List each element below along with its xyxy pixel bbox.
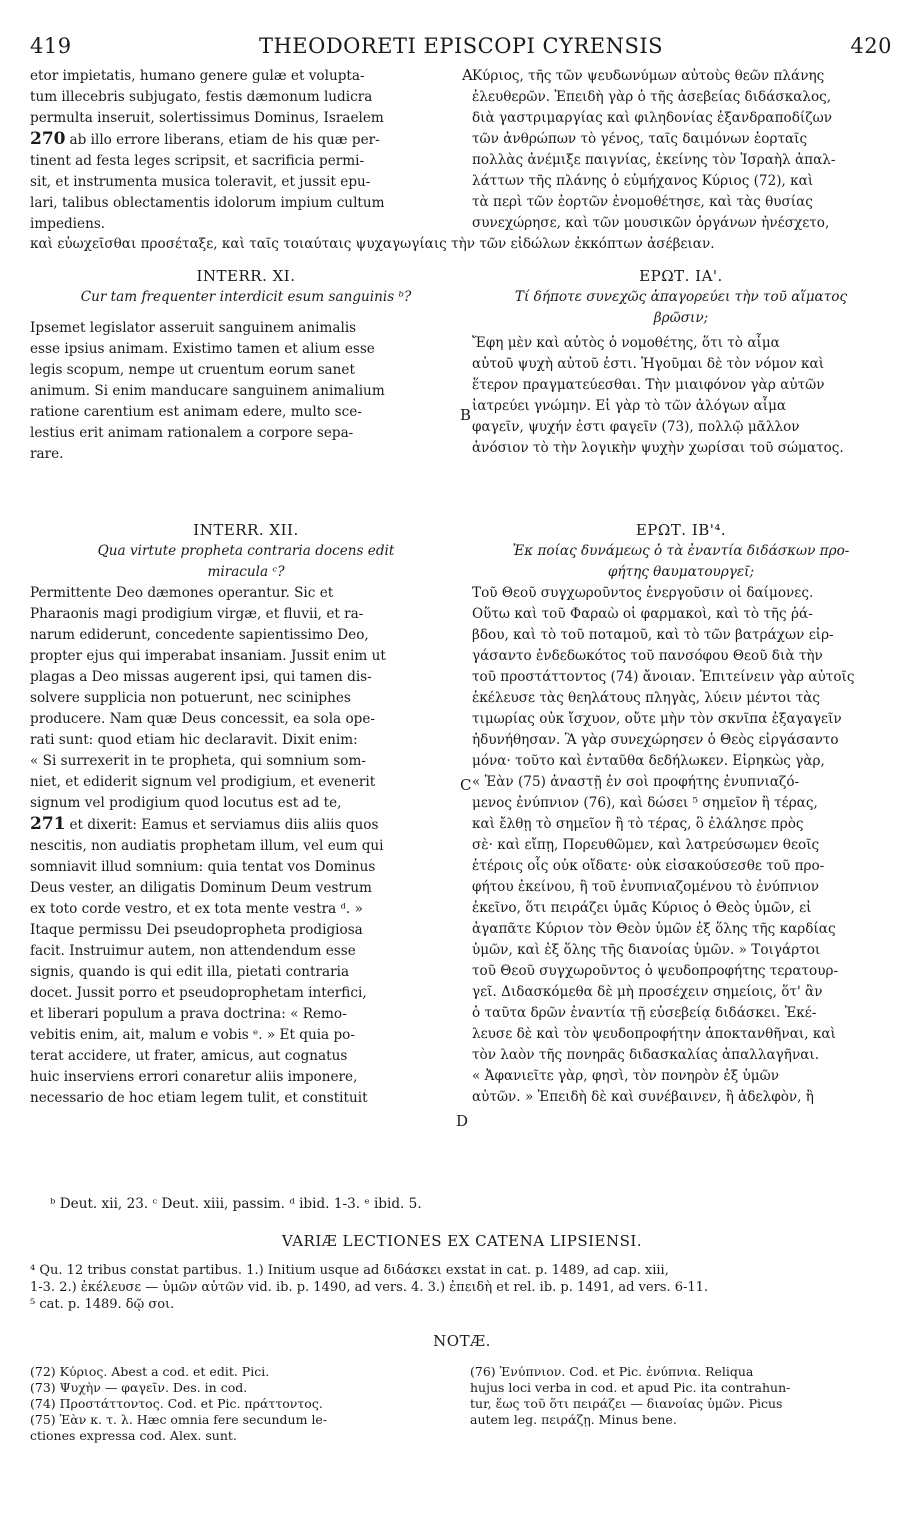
- greek-line: αὐτοῦ ψυχὴ αὐτοῦ ἐστι. Ἡγοῦμαι δὲ τὸν νόμον καὶ: [472, 356, 825, 372]
- latin-question-12: [30, 520, 462, 1109]
- latin-line: solvere supplicia non potuerunt, nec sciniphes: [30, 690, 351, 706]
- greek-line: « Ἐὰν (75) ἀναστῇ ἐν σοὶ προφήτης ἐνυπνιαζό-: [472, 774, 800, 790]
- latin-line: [30, 814, 462, 836]
- greek-line: Ἔφη μὲν καὶ αὐτὸς ὁ νομοθέτης, ὅτι τὸ αἷμα: [472, 335, 780, 351]
- variae-heading: VARIÆ LECTIONES EX CATENA LIPSIENSI.: [281, 1232, 643, 1250]
- notae-heading: NOTÆ.: [433, 1332, 491, 1350]
- greek-line: Οὕτω καὶ τοῦ Φαραὼ οἱ φαρμακοὶ, καὶ τὸ τῆς ῥά-: [472, 606, 813, 622]
- note-line: (76) Ἐνύπνιον. Cod. et Pic. ἐνύπνια. Reliqua: [470, 1364, 754, 1379]
- greek-line: ὑμῶν, καὶ ἐξ ὅλης τῆς διανοίας ὑμῶν. » Τοιγάρτοι: [472, 942, 821, 958]
- greek-line: διὰ γαστριμαργίας καὶ φιληδονίας ἐξανδραποδίζων: [472, 110, 832, 126]
- greek-line: Τοῦ Θεοῦ συγχωροῦντος ἐνεργοῦσιν οἱ δαίμονες.: [472, 585, 814, 601]
- greek-question-11: [472, 266, 890, 459]
- greek-line: μενος ἐνύπνιον (76), καὶ δώσει ⁵ σημεῖον ἢ τέρας,: [472, 795, 818, 811]
- greek-line: τῶν ἀνθρώπων τὸ γένος, ταῖς δαιμόνων ἑορταῖς: [472, 131, 808, 147]
- question-title: Qua virtute propheta contraria docens edit: [97, 543, 395, 559]
- greek-line: καὶ ἔλθῃ τὸ σημεῖον ἢ τὸ τέρας, ὃ ἐλάλησε πρὸς: [472, 816, 804, 832]
- greek-full-width-line: καὶ εὐωχεῖσθαι προσέταξε, καὶ ταῖς τοιαύταις ψυχαγωγίαις τὴν τῶν εἰδώλων ἐκκόπτων ἀσέβειαν.: [30, 236, 715, 252]
- latin-line: ex toto corde vestro, et ex tota mente vestra ᵈ. »: [30, 901, 363, 917]
- greek-line: ἀγαπᾶτε Κύριον τὸν Θεὸν ὑμῶν ἐξ ὅλης τῆς καρδίας: [472, 921, 836, 937]
- greek-line: αὐτῶν. » Ἐπειδὴ δὲ καὶ συνέβαινεν, ἢ ἀδελφὸν, ἢ: [472, 1089, 814, 1105]
- notae-right: [470, 1364, 892, 1428]
- greek-line: ἐκέλευσε τὰς θεηλάτους πληγὰς, λύειν μέντοι τὰς: [472, 690, 821, 706]
- latin-line-text: et dixerit: Eamus et serviamus diis aliis quos: [69, 817, 379, 833]
- latin-line: legis scopum, nempe ut cruentum eorum sanet: [30, 362, 355, 378]
- latin-line: Itaque permissu Dei pseudopropheta prodigiosa: [30, 922, 363, 938]
- latin-line: animum. Si enim manducare sanguinem animalium: [30, 383, 385, 399]
- page-number-right: 420: [850, 34, 892, 58]
- note-line: tur, ἕως τοῦ ὅτι πειράζει — διανοίας ὑμῶν. Picus: [470, 1396, 783, 1411]
- latin-line: necessario de hoc etiam legem tulit, et constituit: [30, 1090, 368, 1106]
- greek-line: ἰατρεύει γνώμην. Εἰ γὰρ τὸ τῶν ἀλόγων αἷμα: [472, 398, 787, 414]
- latin-line: signum vel prodigium quod locutus est ad te,: [30, 795, 342, 811]
- latin-line: « Si surrexerit in te propheta, qui somnium som-: [30, 753, 366, 769]
- latin-line: terat accidere, ut frater, amicus, aut cognatus: [30, 1048, 348, 1064]
- margin-letter-d: D: [456, 1112, 469, 1130]
- latin-line: et liberari populum a prava doctrina: « Remo-: [30, 1006, 347, 1022]
- greek-line: τιμωρίας οὐκ ἴσχυον, οὔτε μὴν τὸν σκνῖπα ἐξαγαγεῖν: [472, 711, 842, 727]
- latin-line: Deus vester, an diligatis Dominum Deum vestrum: [30, 880, 372, 896]
- running-title: THEODORETI EPISCOPI CYRENSIS: [258, 34, 664, 58]
- variant-line: 1-3. 2.) ἐκέλευσε — ὑμῶν αὐτῶν vid. ib. p. 1490, ad vers. 4. 3.) ἐπειδὴ et rel. ib. p. 1491, ad vers. 6-11.: [30, 1280, 709, 1295]
- latin-line: Pharaonis magi prodigium virgæ, et fluvii, et ra-: [30, 606, 364, 622]
- latin-line: Ipsemet legislator asseruit sanguinem animalis: [30, 320, 357, 336]
- page-marker: 270: [30, 129, 66, 149]
- page-marker: 271: [30, 814, 66, 834]
- greek-line: τὰ περὶ τῶν ἑορτῶν ἐνομοθέτησε, καὶ τὰς θυσίας: [472, 194, 813, 210]
- greek-line: μόνα· τοῦτο καὶ ἐνταῦθα δεδήλωκεν. Εἰρηκὼς γὰρ,: [472, 753, 825, 769]
- latin-line: plagas a Deo missas augerent ipsi, qui tamen dis-: [30, 669, 372, 685]
- greek-line: πολλὰς ἀνέμιξε παιγνίας, ἐκείνης τὸν Ἰσραὴλ ἀπαλ-: [472, 152, 836, 168]
- greek-line: ἐκεῖνο, ὅτι πειράζει ὑμᾶς Κύριος ὁ Θεὸς ὑμῶν, εἰ: [472, 900, 812, 916]
- greek-line: φαγεῖν, ψυχήν ἐστι φαγεῖν (73), πολλῷ μᾶλλον: [472, 419, 800, 435]
- greek-line: ἀνόσιον τὸ τὴν λογικὴν ψυχὴν χωρίσαι τοῦ σώματος.: [472, 440, 844, 456]
- latin-line: huic inserviens errori conaretur aliis imponere,: [30, 1069, 358, 1085]
- note-line: (74) Προστάττοντος. Cod. et Pic. πράττοντος.: [30, 1396, 323, 1411]
- latin-line: niet, et ediderit signum vel prodigium, et evenerit: [30, 774, 376, 790]
- note-line: ctiones expressa cod. Alex. sunt.: [30, 1428, 237, 1443]
- latin-line: propter ejus qui imperabat insaniam. Jussit enim ut: [30, 648, 386, 664]
- running-header: [30, 34, 892, 64]
- margin-letter-a: A: [462, 66, 473, 84]
- question-title: Ἐκ ποίας δυνάμεως ὁ τὰ ἐναντία διδάσκων προ-: [512, 543, 850, 559]
- latin-line: signis, quando is qui edit illa, pietati contraria: [30, 964, 350, 980]
- greek-line: γάσαντο ἐνδεδωκότος τοῦ πανσόφου Θεοῦ διὰ τὴν: [472, 648, 823, 664]
- greek-line: συνεχώρησε, καὶ τῶν μουσικῶν ὀργάνων ἠνέσχετο,: [472, 215, 830, 231]
- question-title: Τί δήποτε συνεχῶς ἀπαγορεύει τὴν τοῦ αἵματος: [514, 289, 848, 305]
- note-line: hujus loci verba in cod. et apud Pic. ita contrahun-: [470, 1380, 791, 1395]
- latin-line: rati sunt: quod etiam hic declaravit. Dixit enim:: [30, 732, 358, 748]
- greek-line: Κύριος, τῆς τῶν ψευδωνύμων αὐτοὺς θεῶν πλάνης: [472, 68, 825, 84]
- latin-line: docet. Jussit porro et pseudoprophetam interfici,: [30, 985, 367, 1001]
- latin-line: esse ipsius animam. Existimo tamen et alium esse: [30, 341, 375, 357]
- latin-line: permulta inseruit, solertissimus Dominus, Israelem: [30, 110, 384, 126]
- latin-line-text: ab illo errore liberans, etiam de his quæ per-: [69, 132, 380, 148]
- question-title: βρῶσιν;: [653, 310, 709, 326]
- margin-letter-c: C: [460, 776, 472, 794]
- greek-line: « Ἀφανιεῖτε γὰρ, φησὶ, τὸν πονηρὸν ἐξ ὑμῶν: [472, 1068, 779, 1084]
- greek-line: φήτου ἐκείνου, ἢ τοῦ ἐνυπνιαζομένου τὸ ἐνύπνιον: [472, 879, 820, 895]
- greek-line: ἑτέροις οἷς οὐκ οἴδατε· οὐκ εἰσακούσεσθε τοῦ προ-: [472, 858, 825, 874]
- latin-line: lestius erit animam rationalem a corpore sepa-: [30, 425, 354, 441]
- latin-line: Permittente Deo dæmones operantur. Sic et: [30, 585, 334, 601]
- latin-line: sit, et instrumenta musica toleravit, et jussit epu-: [30, 174, 371, 190]
- question-heading: INTERR. XI.: [196, 267, 296, 285]
- question-heading: ΕΡΩΤ. ΙΒ'⁴.: [635, 521, 727, 539]
- greek-line: ἠδυνήθησαν. Ἃ γὰρ συνεχώρησεν ὁ Θεὸς εἰργάσαντο: [472, 732, 839, 748]
- greek-line: λευσε δὲ καὶ τὸν ψευδοπροφήτην ἀποκτανθῆναι, καὶ: [472, 1026, 836, 1042]
- latin-line: somniavit illud somnium: quia tentat vos Dominus: [30, 859, 376, 875]
- latin-line: narum ediderunt, concedente sapientissimo Deo,: [30, 627, 369, 643]
- greek-line: τὸν λαὸν τῆς πονηρᾶς διδασκαλίας ἀπαλλαγῆναι.: [472, 1047, 820, 1063]
- latin-line: producere. Nam quæ Deus concessit, ea sola ope-: [30, 711, 375, 727]
- greek-line: ὁ ταῦτα δρῶν ἐναντία τῇ εὐσεβείᾳ διδάσκει. Ἐκέ-: [472, 1005, 817, 1021]
- variant-line: ⁵ cat. p. 1489. δῷ σοι.: [30, 1297, 175, 1312]
- latin-line: [30, 129, 462, 151]
- note-line: (73) Ψυχὴν — φαγεῖν. Des. in cod.: [30, 1380, 248, 1395]
- latin-line: vebitis enim, ait, malum e vobis ᵉ. » Et quia po-: [30, 1027, 355, 1043]
- latin-line: etor impietatis, humano genere gulæ et volupta-: [30, 68, 365, 84]
- greek-line: βδου, καὶ τὸ τοῦ ποταμοῦ, καὶ τὸ τῶν βατράχων εἰρ-: [472, 627, 834, 643]
- note-line: autem leg. πειράζῃ. Minus bene.: [470, 1412, 677, 1427]
- greek-line: σὲ· καὶ εἴπῃ, Πορευθῶμεν, καὶ λατρεύσωμεν θεοῖς: [472, 837, 820, 853]
- variant-line: ⁴ Qu. 12 tribus constat partibus. 1.) Initium usque ad διδάσκει exstat in cat. p. 1489, ad cap. xiii,: [30, 1263, 669, 1278]
- page-number-left: 419: [30, 34, 72, 58]
- greek-line: τοῦ Θεοῦ συγχωροῦντος ὁ ψευδοπροφήτης τερατουρ-: [472, 963, 839, 979]
- note-line: (72) Κύριος. Abest a cod. et edit. Pici.: [30, 1364, 270, 1379]
- greek-line: γεῖ. Διδασκόμεθα δὲ μὴ προσέχειν σημείοις, ὅτ' ἂν: [472, 984, 823, 1000]
- latin-line: nescitis, non audiatis prophetam illum, vel eum qui: [30, 838, 384, 854]
- notae-left: [30, 1364, 450, 1444]
- question-title: miracula ᶜ?: [207, 564, 285, 580]
- greek-line: τοῦ προστάττοντος (74) ἄνοιαν. Ἐπιτείνειν γὰρ αὐτοῖς: [472, 669, 855, 685]
- latin-line: ratione carentium est animam edere, multo sce-: [30, 404, 362, 420]
- latin-line: tum illecebris subjugato, festis dæmonum ludicra: [30, 89, 373, 105]
- latin-question-11: [30, 266, 462, 465]
- greek-question-12: [472, 520, 890, 1108]
- latin-line: impediens.: [30, 216, 106, 232]
- note-line: (75) Ἐὰν κ. τ. λ. Hæc omnia fere secundum le-: [30, 1412, 328, 1427]
- margin-letter-b: B: [460, 406, 472, 424]
- question-heading: ΕΡΩΤ. ΙΑ'.: [639, 267, 723, 285]
- footnotes: ᵇ Deut. xii, 23. ᶜ Deut. xiii, passim. ᵈ ibid. 1-3. ᵉ ibid. 5.: [50, 1196, 422, 1212]
- greek-line: ἕτερον πραγματεύεσθαι. Τὴν μιαιφόνον γὰρ αὐτῶν: [472, 377, 825, 393]
- latin-line: tinent ad festa leges scripsit, et sacrificia permi-: [30, 153, 365, 169]
- variae-lectiones: [30, 1262, 892, 1313]
- latin-line: rare.: [30, 446, 64, 462]
- latin-line: lari, talibus oblectamentis idolorum impium cultum: [30, 195, 385, 211]
- latin-line: facit. Instruimur autem, non attendendum esse: [30, 943, 356, 959]
- question-title: Cur tam frequenter interdicit esum sanguinis ᵇ?: [80, 289, 412, 305]
- greek-line: ἐλευθερῶν. Ἐπειδὴ γὰρ ὁ τῆς ἀσεβείας διδάσκαλος,: [472, 89, 832, 105]
- question-heading: INTERR. XII.: [193, 521, 299, 539]
- latin-intro: [30, 66, 462, 235]
- greek-intro: [472, 66, 890, 234]
- question-title: φήτης θαυματουργεῖ;: [607, 564, 755, 580]
- greek-line: λάττων τῆς πλάνης ὁ εὐμήχανος Κύριος (72), καὶ: [472, 173, 814, 189]
